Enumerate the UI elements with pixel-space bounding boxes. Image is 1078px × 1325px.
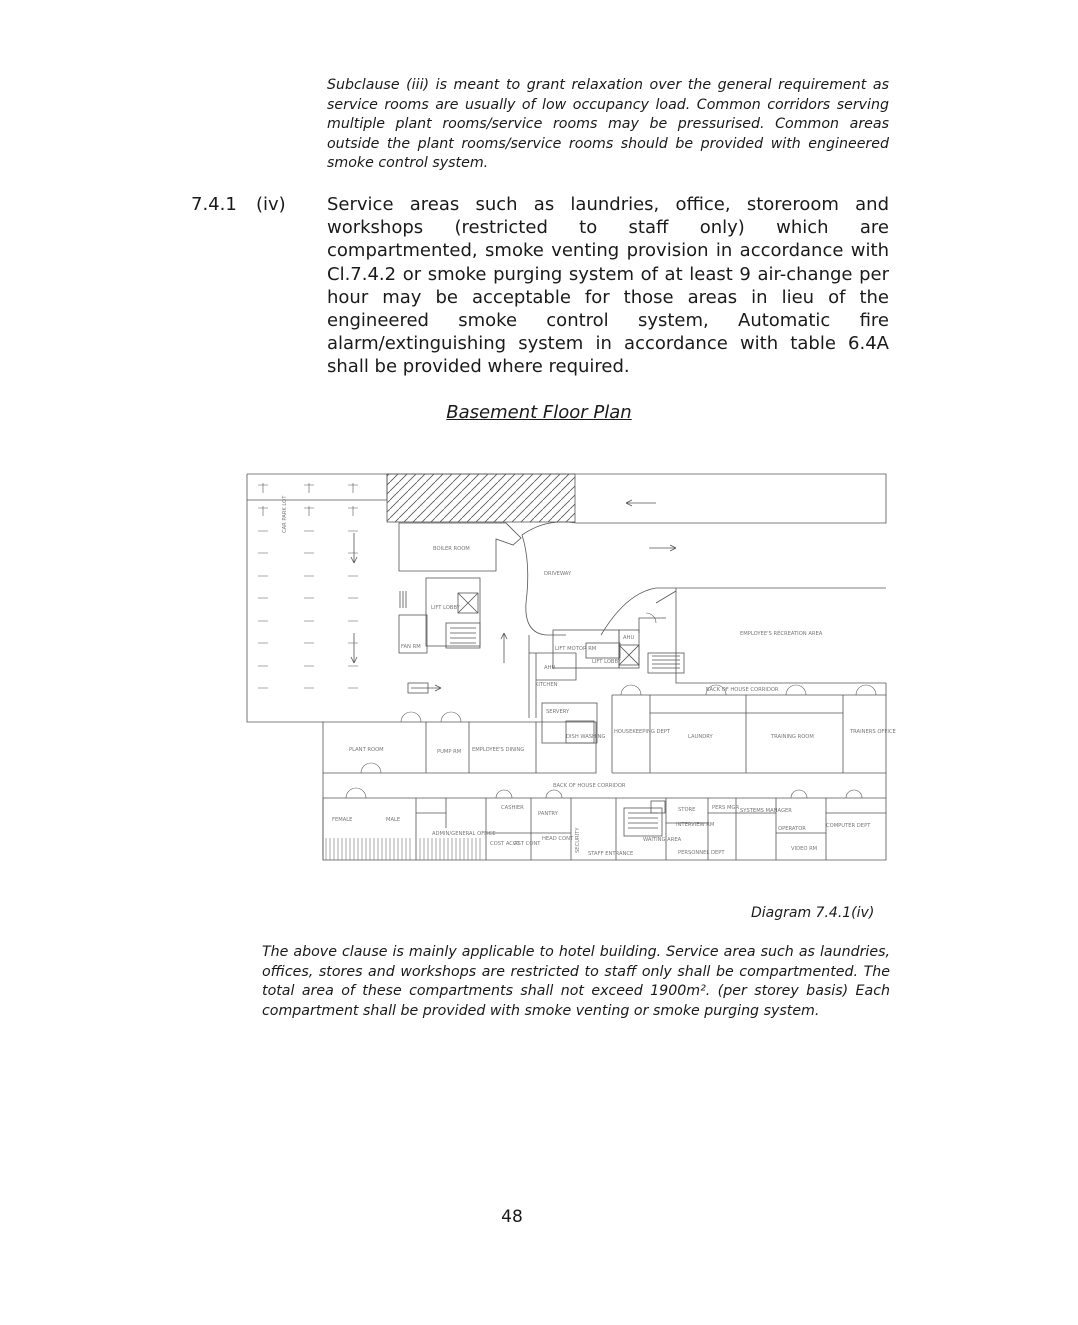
- label-ahu: AHU: [623, 635, 635, 641]
- label-personnel-dept: PERSONNEL DEPT: [678, 850, 725, 856]
- label-back-of-house-corridor: BACK OF HOUSE CORRIDOR: [706, 687, 779, 693]
- page-number: 48: [501, 1207, 523, 1227]
- label-housekeeping-dept: HOUSEKEEPING DEPT: [614, 729, 671, 735]
- label-ast-cont: AST CONT: [514, 841, 541, 847]
- label-male: MALE: [386, 817, 401, 823]
- note-bottom: The above clause is mainly applicable to hotel building. Service area such as laundries, offices, stores and workshops are restricted to staff only shall be compartmented. The total area of these compartments shall not exceed 1900m². (per storey basis) Each compartment shall be provided with smoke venting or smoke purging system.: [262, 944, 890, 1019]
- label-store: STORE: [678, 807, 696, 813]
- label-kitchen: KITCHEN: [535, 682, 558, 688]
- label-lift-lobby-2: LIFT LOBBY: [592, 659, 621, 665]
- label-operator: OPERATOR: [778, 826, 806, 832]
- label-plant-room: PLANT ROOM: [349, 747, 384, 753]
- label-pump-rm: PUMP RM: [437, 749, 462, 755]
- label-interview-rm: INTERVIEW RM: [676, 822, 715, 828]
- label-systems-manager: SYSTEMS MANAGER: [740, 808, 792, 814]
- clause-body: Service areas such as laundries, office, storeroom and workshops (restricted to staff only) which are compartmented, smoke venting provision in accordance with Cl.7.4.2 or smoke purging system of at least 9 air-change per hour may be acceptable for those areas in lieu of the engineered smoke control system, Automatic fire alarm/extinguishing system in accordance with table 6.4A shall be provided where required.: [327, 194, 889, 378]
- label-training-room: TRAINING ROOM: [771, 734, 814, 740]
- label-laundry: LAUNDRY: [688, 734, 713, 740]
- label-lift-motor-rm: LIFT MOTOR RM: [555, 646, 597, 652]
- label-head-cont: HEAD CONT: [542, 836, 574, 842]
- label-fan-rm: FAN RM: [401, 644, 421, 650]
- label-servery: SERVERY: [546, 709, 570, 715]
- label-lift-lobby: LIFT LOBBY: [431, 605, 460, 611]
- plan-heading: Basement Floor Plan: [446, 402, 632, 423]
- label-admin-general-office: ADMIN/GENERAL OFFICE: [432, 831, 496, 837]
- label-computer-dept: COMPUTER DEPT: [826, 823, 871, 829]
- label-back-of-house-corridor-2: BACK OF HOUSE CORRIDOR: [553, 783, 626, 789]
- label-trainers-office: TRAINERS OFFICE: [850, 729, 896, 735]
- basement-floor-plan: [246, 473, 896, 863]
- label-pantry: PANTRY: [538, 811, 558, 817]
- label-dish-washing: DISH WASHING: [566, 734, 606, 740]
- label-cost-acct: COST ACCT: [490, 841, 520, 847]
- clause-number: 7.4.1: [191, 194, 237, 215]
- label-female: FEMALE: [332, 817, 353, 823]
- label-boiler-room: BOILER ROOM: [433, 546, 470, 552]
- label-employees-dining: EMPLOYEE'S DINING: [472, 747, 525, 753]
- note-top: Subclause (iii) is meant to grant relaxation over the general requirement as service rooms are usually of low occupancy load. Common corridors serving multiple plant rooms/service rooms may be pressurised. Common areas outside the plant rooms/service rooms should be provided with engineered smoke control system.: [327, 77, 889, 171]
- label-driveway: DRIVEWAY: [544, 571, 572, 577]
- label-staff-entrance: STAFF ENTRANCE: [588, 851, 634, 857]
- label-car-park-lot: CAR PARK LOT: [282, 495, 288, 533]
- label-cashier: CASHIER: [501, 805, 524, 811]
- label-security: SECURITY: [575, 827, 581, 853]
- label-employees-recreation-area: EMPLOYEE'S RECREATION AREA: [740, 631, 823, 637]
- label-waiting-area: WAITING AREA: [643, 837, 682, 843]
- label-video-rm: VIDEO RM: [791, 846, 818, 852]
- clause-sub-number: (iv): [256, 194, 286, 215]
- diagram-caption: Diagram 7.4.1(iv): [751, 905, 875, 921]
- label-pers-mgr: PERS MGR: [712, 805, 740, 811]
- label-ahu-2: AHU: [544, 665, 556, 671]
